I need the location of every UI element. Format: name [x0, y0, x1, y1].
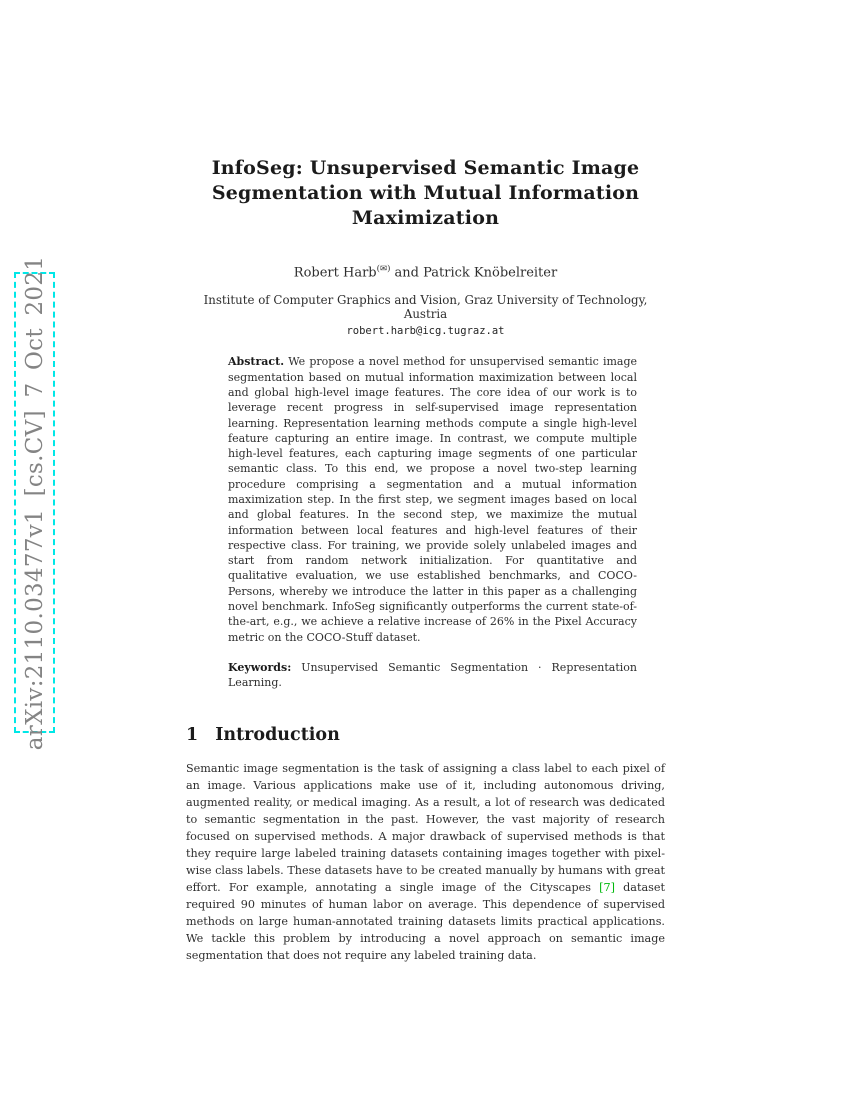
authors-line — [186, 261, 665, 281]
keywords-section — [228, 660, 637, 691]
section-1-number: 1 — [186, 724, 199, 745]
paper-title-line-2: Segmentation with Mutual Information — [211, 182, 640, 204]
paper-content-column — [186, 146, 665, 964]
citation-link-7[interactable]: [7] — [599, 880, 616, 894]
section-1-title: Introduction — [215, 724, 340, 745]
intro-text-before-citation: Semantic image segmentation is the task of assigning a class label to each pixel of an image. Various applications make use of it, including autonomous driving, augmented reality, or medical imaging. As a result, a lot of research was dedicated to semantic segmentation in the past. However, the vast majority of research focused on supervised methods. A major drawback of supervised methods is that they require large labeled training datasets containing images together with pixel-wise class labels. These datasets have to be created manually by humans with great effort. For example, annotating a single image of the Cityscapes — [186, 761, 665, 894]
intro-paragraph — [186, 760, 665, 964]
abstract-label: Abstract. — [228, 355, 285, 369]
author-name-1: Robert Harb — [293, 265, 377, 281]
abstract-text: We propose a novel method for unsupervised semantic image segmentation based on mutual information maximization between local and global high-level image features. The core idea of our work is to leverage recent progress in self-supervised image representation learning. Representation learning methods compute a single high-level feature capturing an entire image. In contrast, we compute multiple high-level features, each capturing image segments of one particular semantic class. To this end, we propose a novel two-step learning procedure comprising a segmentation and a mutual information maximization step. In the first step, we segment images based on local and global features. In the second step, we maximize the mutual information between local features and high-level features of their respective class. For training, we provide solely unlabeled images and start from random network initialization. For quantitative and qualitative evaluation, we use established benchmarks, and COCO-Persons, whereby we introduce the latter in this paper as a challenging novel benchmark. InfoSeg significantly outperforms the current state-of-the-art, e.g., we achieve a relative increase of 26% in the Pixel Accuracy metric on the COCO-Stuff dataset. — [228, 355, 637, 644]
paper-title-line-1: InfoSeg: Unsupervised Semantic Image — [211, 157, 640, 179]
arxiv-stamp-box — [14, 255, 55, 750]
author-name-2: Patrick Knöbelreiter — [423, 265, 558, 281]
keywords-text: Unsupervised Semantic Segmentation · Representation Learning. — [228, 660, 637, 690]
keywords-label: Keywords: — [228, 660, 292, 674]
arxiv-stamp-text: arXiv:2110.03477v1 [cs.CV] 7 Oct 2021 — [21, 255, 48, 750]
envelope-icon: (✉) — [376, 264, 391, 274]
affiliation-email: robert.harb@icg.tugraz.at — [346, 325, 505, 338]
abstract-section — [228, 354, 637, 645]
affiliation-institute: Institute of Computer Graphics and Vision, Graz University of Technology, Austria — [203, 293, 648, 322]
section-1-heading — [186, 724, 665, 746]
authors-separator: and — [390, 265, 424, 281]
paper-title — [186, 156, 665, 231]
intro-text-after-citation: dataset required 90 minutes of human labor on average. This dependence of supervised methods on large human-annotated training datasets limits practical applications. We tackle this problem by introducing a novel approach on semantic image segmentation that does not require any labeled training data. — [186, 880, 665, 962]
paper-title-line-3: Maximization — [351, 207, 500, 229]
